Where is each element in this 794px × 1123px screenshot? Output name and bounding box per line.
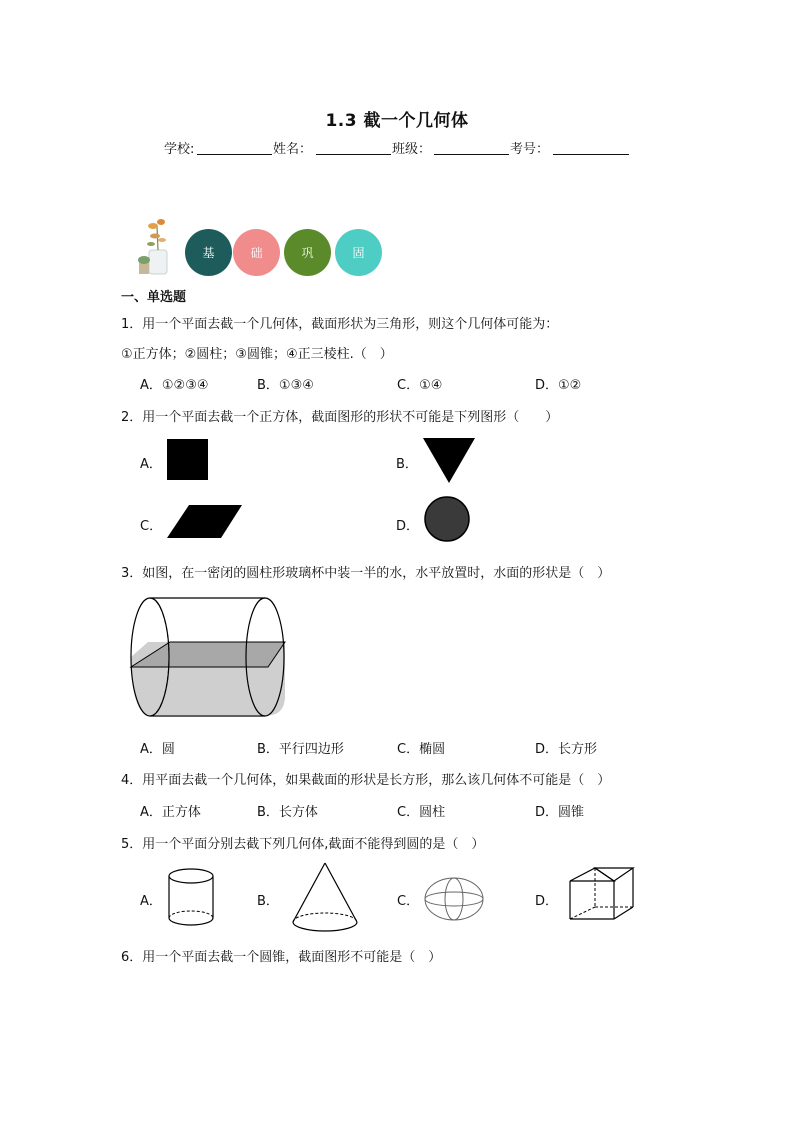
triangular-prism-icon	[569, 867, 635, 921]
cone-icon	[291, 862, 359, 934]
parallelogram-shape	[167, 505, 243, 539]
question-2-option-d[interactable]: D．	[396, 519, 420, 534]
question-2-option-c[interactable]: C．	[140, 519, 163, 534]
question-1-option-d[interactable]: D．①②	[535, 378, 582, 393]
question-1-option-c[interactable]: C．①④	[397, 378, 443, 393]
school-blank[interactable]	[197, 154, 272, 155]
badge-chu-text: 础	[250, 246, 263, 260]
name-blank[interactable]	[316, 154, 391, 155]
question-4-option-a[interactable]: A．正方体	[140, 805, 201, 820]
sphere-icon	[424, 876, 484, 922]
question-3-stem: 3．如图，在一密闭的圆柱形玻璃杯中装一半的水，水平放置时，水面的形状是（ ）	[121, 566, 611, 581]
question-5-option-a[interactable]: A．	[140, 894, 162, 909]
exam-number-label: 考号：	[510, 142, 550, 157]
name-label: 姓名：	[273, 142, 313, 157]
page-title: 1.3 截一个几何体	[325, 111, 469, 131]
question-4-option-c[interactable]: C．圆柱	[397, 805, 446, 820]
school-label: 学校:	[164, 142, 195, 157]
badge-gong	[284, 229, 331, 276]
cylinder-icon	[167, 868, 215, 928]
question-4-stem: 4．用平面去截一个几何体，如果截面的形状是长方形，那么该几何体不可能是（ ）	[121, 773, 611, 788]
question-1-stem: 1．用一个平面去截一个几何体，截面形状为三角形，则这个几何体可能为：	[121, 317, 559, 332]
triangle-shape	[423, 438, 475, 484]
question-1-option-a[interactable]: A．①②③④	[140, 378, 209, 393]
question-3-option-a[interactable]: A．圆	[140, 742, 175, 757]
plant-icon	[137, 216, 173, 276]
badge-ji	[185, 229, 232, 276]
question-6-stem: 6．用一个平面去截一个圆锥，截面图形不可能是（ ）	[121, 950, 442, 965]
question-3-option-b[interactable]: B．平行四边形	[257, 742, 344, 757]
question-5-option-b[interactable]: B．	[257, 894, 279, 909]
question-5-option-d[interactable]: D．	[535, 894, 559, 909]
exam-number-blank[interactable]	[553, 154, 629, 155]
badge-gu	[335, 229, 382, 276]
class-blank[interactable]	[434, 154, 509, 155]
badge-gong-text: 巩	[301, 246, 314, 260]
question-4-option-b[interactable]: B．长方体	[257, 805, 318, 820]
badge-gu-text: 固	[352, 246, 365, 260]
question-4-option-d[interactable]: D．圆锥	[535, 805, 585, 820]
question-5-option-c[interactable]: C．	[397, 894, 420, 909]
question-2-option-a[interactable]: A．	[140, 457, 162, 472]
square-shape	[167, 439, 209, 481]
cylinder-glass-figure	[130, 597, 290, 719]
question-3-option-d[interactable]: D．长方形	[535, 742, 598, 757]
circle-shape	[424, 496, 470, 542]
badge-ji-text: 基	[202, 246, 215, 260]
question-2-option-b[interactable]: B．	[396, 457, 418, 472]
question-2-stem: 2．用一个平面去截一个正方体，截面图形的形状不可能是下列图形（ ）	[121, 410, 559, 425]
question-1-option-b[interactable]: B．①③④	[257, 378, 314, 393]
question-3-option-c[interactable]: C．椭圆	[397, 742, 446, 757]
question-1-stem-2: ①正方体；②圆柱；③圆锥；④正三棱柱.（ ）	[121, 347, 393, 362]
section-title: 一、单选题	[121, 290, 187, 305]
badge-chu	[233, 229, 280, 276]
class-label: 班级：	[392, 142, 432, 157]
question-5-stem: 5．用一个平面分别去截下列几何体,截面不能得到圆的是（ ）	[121, 837, 485, 852]
